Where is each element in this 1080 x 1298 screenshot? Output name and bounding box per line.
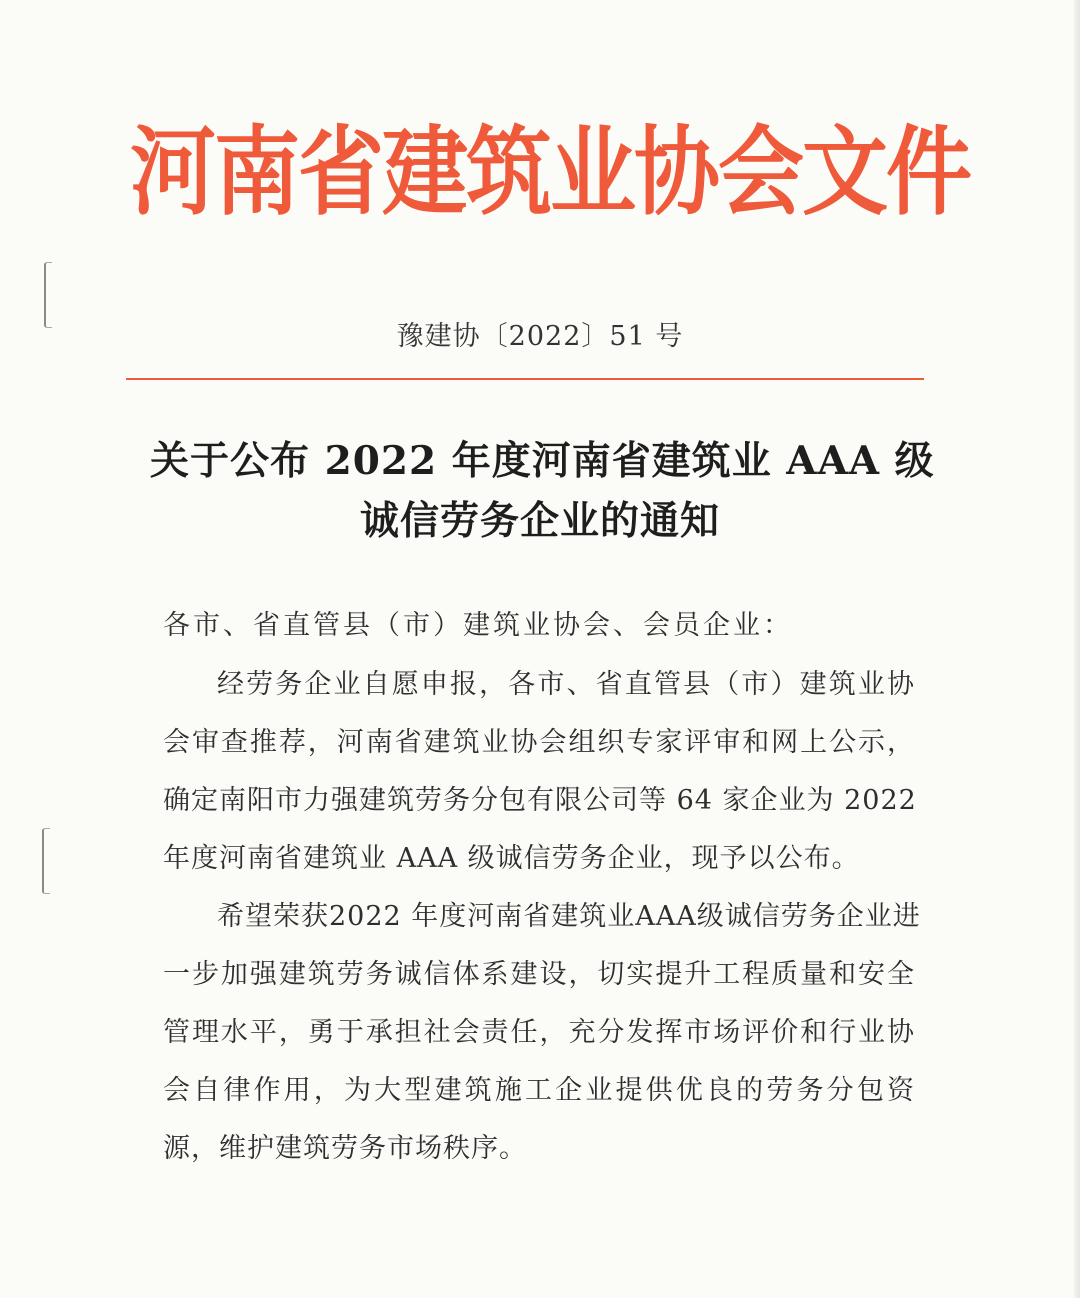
paragraph-2-line-1: 希望荣获2022 年度河南省建筑业AAA级诚信劳务企业进 xyxy=(217,901,921,932)
scan-edge xyxy=(1074,0,1080,1298)
paragraph-2-line-3: 管理水平，勇于承担社会责任，充分发挥市场评价和行业协 xyxy=(163,1017,915,1048)
paragraph-1-line-3: 确定南阳市力强建筑劳务分包有限公司等 64 家企业为 2022 xyxy=(163,785,917,816)
paragraph-1-line-2: 会审查推荐，河南省建筑业协会组织专家评审和网上公示， xyxy=(163,727,915,758)
notice-title-line-2: 诚信劳务企业的通知 xyxy=(359,498,720,544)
notice-title-line-1: 关于公布 2022 年度河南省建筑业 AAA 级 xyxy=(150,438,935,484)
binding-mark-middle xyxy=(42,828,50,894)
paragraph-1-line-4: 年度河南省建筑业 AAA 级诚信劳务企业，现予以公布。 xyxy=(163,843,860,874)
salutation: 各市、省直管县（市）建筑业协会、会员企业： xyxy=(163,610,793,641)
red-divider-line xyxy=(126,378,924,380)
paragraph-2-line-5: 源，维护建筑劳务市场秩序。 xyxy=(163,1133,527,1164)
paragraph-2-line-2: 一步加强建筑劳务诚信体系建设，切实提升工程质量和安全 xyxy=(163,959,915,990)
paragraph-1-line-1: 经劳务企业自愿申报，各市、省直管县（市）建筑业协 xyxy=(217,669,915,700)
document-number: 豫建协〔2022〕51 号 xyxy=(396,321,684,352)
masthead-title: 河南省建筑业协会文件 xyxy=(130,117,970,229)
paragraph-2-line-4: 会自律作用，为大型建筑施工企业提供优良的劳务分包资 xyxy=(163,1075,915,1106)
